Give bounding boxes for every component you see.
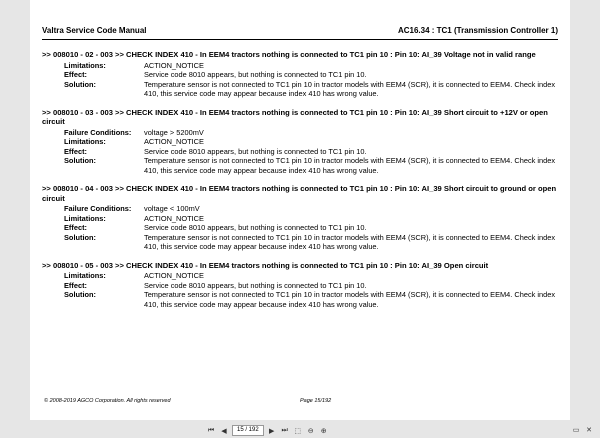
next-page-icon[interactable]: ▶ bbox=[268, 427, 275, 435]
field-value: Temperature sensor is not connected to TC1 pin 10 in tractor models with EEM4 (SCR), it is connected to EEM4. Check index 410, this service code may appear because index 410 has wrong value. bbox=[144, 232, 556, 251]
first-page-icon[interactable]: ⏮ bbox=[207, 426, 215, 434]
field-label: Failure Conditions: bbox=[64, 204, 132, 213]
field-value: voltage > 5200mV bbox=[144, 127, 204, 137]
field-row bbox=[42, 290, 560, 309]
field-value: Service code 8010 appears, but nothing is connected to TC1 pin 10. bbox=[144, 70, 367, 79]
field-label: Effect: bbox=[64, 223, 87, 232]
field-row bbox=[42, 61, 560, 71]
close-icon[interactable]: ✕ bbox=[586, 427, 592, 434]
field-row bbox=[42, 70, 560, 80]
field-row bbox=[42, 80, 560, 99]
viewer-toolbar bbox=[0, 422, 600, 438]
page-indicator-input[interactable]: 15 / 192 bbox=[232, 425, 264, 436]
field-label: Limitations: bbox=[64, 137, 106, 146]
zoom-in-icon[interactable]: ⊕ bbox=[320, 427, 327, 435]
field-row bbox=[42, 137, 560, 147]
field-label: Limitations: bbox=[64, 60, 106, 70]
field-label: Solution: bbox=[64, 79, 97, 89]
field-row bbox=[42, 214, 560, 224]
service-code-title: >> 008010 - 02 - 003 >> CHECK INDEX 410 - In EEM4 tractors nothing is connected to TC1 pin 10 : Pin 10: AI_39 Voltage not in valid range bbox=[42, 50, 536, 59]
field-value: ACTION_NOTICE bbox=[144, 213, 204, 223]
field-value: Service code 8010 appears, but nothing is connected to TC1 pin 10. bbox=[144, 280, 367, 290]
page-navigation bbox=[206, 425, 329, 436]
field-value: Service code 8010 appears, but nothing is connected to TC1 pin 10. bbox=[144, 146, 367, 156]
field-label: Solution: bbox=[64, 290, 97, 299]
field-row bbox=[42, 281, 560, 291]
field-row bbox=[42, 223, 560, 233]
field-value: ACTION_NOTICE bbox=[144, 271, 204, 280]
field-row bbox=[42, 147, 560, 157]
field-label: Effect: bbox=[64, 70, 87, 79]
service-code-entry bbox=[42, 108, 560, 176]
field-label: Effect: bbox=[64, 280, 87, 290]
previous-page-icon[interactable]: ◀ bbox=[221, 427, 227, 435]
zoom-out-icon[interactable]: ⊖ bbox=[307, 427, 314, 435]
service-code-title: >> 008010 - 03 - 003 >> CHECK INDEX 410 - In EEM4 tractors nothing is connected to TC1 pin 10 : Pin 10: AI_39 Short circuit to +12V or open circuit bbox=[42, 107, 548, 126]
field-row bbox=[42, 204, 560, 214]
viewer-window-controls bbox=[571, 425, 594, 435]
service-code-title: >> 008010 - 05 - 003 >> CHECK INDEX 410 - In EEM4 tractors nothing is connected to TC1 pin 10 : Pin 10: AI_39 Open circuit bbox=[42, 260, 489, 270]
field-value: ACTION_NOTICE bbox=[144, 137, 204, 146]
field-label: Failure Conditions: bbox=[64, 127, 132, 137]
manual-title: Valtra Service Code Manual bbox=[42, 26, 147, 35]
service-code-list bbox=[42, 50, 560, 318]
field-row bbox=[42, 156, 560, 175]
section-title: AC16.34 : TC1 (Transmission Controller 1) bbox=[397, 26, 558, 35]
field-value: Temperature sensor is not connected to TC1 pin 10 in tractor models with EEM4 (SCR), it is connected to EEM4. Check index 410, this service code may appear because index 410 has wrong value. bbox=[144, 156, 556, 175]
service-code-title: >> 008010 - 04 - 003 >> CHECK INDEX 410 - In EEM4 tractors nothing is connected to TC1 pin 10 : Pin 10: AI_39 Short circuit to ground or open circuit bbox=[42, 184, 557, 203]
service-code-entry bbox=[42, 50, 560, 99]
field-row bbox=[42, 233, 560, 252]
service-code-entry bbox=[42, 184, 560, 252]
field-label: Limitations: bbox=[64, 271, 106, 280]
field-value: Temperature sensor is not connected to TC1 pin 10 in tractor models with EEM4 (SCR), it is connected to EEM4. Check index 410, this service code may appear because index 410 has wrong value. bbox=[144, 79, 556, 98]
service-code-entry bbox=[42, 261, 560, 310]
field-label: Solution: bbox=[64, 156, 97, 165]
page-number: Page 15/192 bbox=[300, 398, 332, 404]
page-header bbox=[42, 26, 558, 38]
field-row bbox=[42, 271, 560, 281]
field-label: Effect: bbox=[64, 146, 87, 156]
field-value: ACTION_NOTICE bbox=[144, 60, 204, 70]
document-page bbox=[30, 0, 570, 420]
last-page-icon[interactable]: ⏭ bbox=[281, 426, 288, 434]
copyright: © 2008-2019 AGCO Corporation. All rights reserved bbox=[44, 398, 171, 404]
field-label: Limitations: bbox=[64, 213, 106, 223]
field-row bbox=[42, 128, 560, 138]
field-value: Temperature sensor is not connected to TC1 pin 10 in tractor models with EEM4 (SCR), it is connected to EEM4. Check index 410, this service code may appear because index 410 has wrong value. bbox=[144, 290, 556, 309]
fit-page-icon[interactable]: ⬚ bbox=[294, 427, 301, 435]
page-footer bbox=[44, 398, 558, 408]
field-value: voltage < 100mV bbox=[144, 204, 200, 213]
field-value: Service code 8010 appears, but nothing is connected to TC1 pin 10. bbox=[144, 223, 367, 232]
header-divider bbox=[42, 39, 558, 40]
field-label: Solution: bbox=[64, 232, 97, 242]
restore-icon[interactable]: ▭ bbox=[572, 427, 580, 434]
